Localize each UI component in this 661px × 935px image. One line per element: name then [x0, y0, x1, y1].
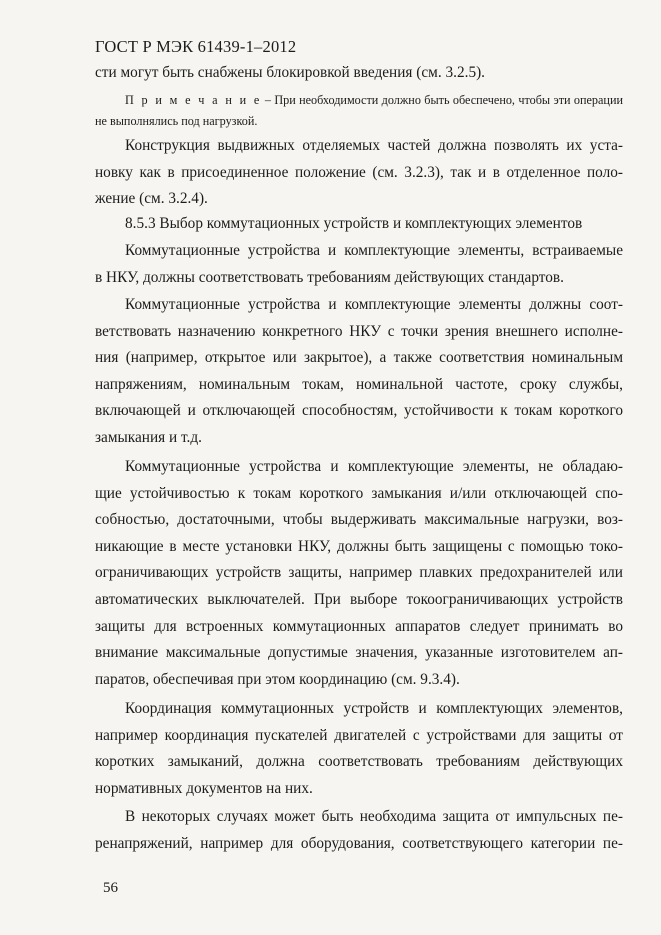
- note-line: П р и м е ч а н и е – При необходимости должно быть обеспечено, чтобы эти операции: [125, 93, 623, 107]
- text-line: в НКУ, должны соответствовать требованиям действующих стандартов.: [95, 268, 564, 286]
- text-line: замыкания и т.д.: [95, 428, 202, 446]
- text-line: внимание максимальные допустимые значения, указанные изготовителем ап-: [95, 644, 623, 662]
- text-line: нормативных документов на них.: [95, 779, 313, 797]
- text-line: ограничивающих устройств защиты, например плавких предохранителей или: [95, 564, 623, 582]
- page-number: 56: [103, 880, 118, 896]
- paragraph-5: [95, 696, 623, 802]
- text-line: Координация коммутационных устройств и комплектующих элементов,: [125, 700, 623, 717]
- text-line: коротких замыканий, должна соответствовать требованиям действующих: [95, 753, 623, 771]
- text-line: паратов, обеспечивая при этом координацию (см. 9.3.4).: [95, 670, 460, 688]
- paragraph-4: [95, 454, 623, 693]
- text-line: Коммутационные устройства и комплектующие элементы, встраиваемые: [125, 242, 623, 259]
- text-line: сти могут быть снабжены блокировкой введения (см. 3.2.5).: [95, 64, 486, 81]
- text-line: никающие в месте установки НКУ, должны быть защищены с помощью токо-: [95, 537, 623, 555]
- text-line: новку как в присоединенное положение (см. 3.2.3), так и в отделенное поло-: [95, 163, 623, 181]
- note-block: [95, 90, 623, 132]
- text-line: Коммутационные устройства и комплектующие элементы должны соот-: [125, 296, 623, 313]
- paragraph-1: [95, 133, 623, 213]
- standard-code: ГОСТ Р МЭК 61439-1–2012: [95, 37, 297, 56]
- text-line: например координация пускателей двигателей с устройствами для защиты от: [95, 726, 623, 744]
- text-line: защиты для встроенных коммутационных аппаратов следует принимать во: [95, 617, 623, 635]
- paragraph-2: [95, 238, 623, 291]
- section-title: 8.5.3 Выбор коммутационных устройств и комплектующих элементов: [125, 215, 583, 232]
- text-line: Конструкция выдвижных отделяемых частей должна позволять их уста-: [125, 137, 623, 154]
- continuation-text: [95, 60, 623, 87]
- paragraph-3: [95, 292, 623, 452]
- text-line: ния (например, открытое или закрытое), а также соответствия номинальным: [95, 349, 623, 367]
- section-heading: [95, 211, 623, 238]
- note-line: не выполнялись под нагрузкой.: [95, 114, 258, 128]
- text-line: собностью, достаточными, чтобы выдерживать максимальные нагрузки, воз-: [95, 511, 623, 529]
- text-line: ветствовать назначению конкретного НКУ с точки зрения внешнего исполне-: [95, 322, 623, 340]
- text-line: жение (см. 3.2.4).: [95, 190, 208, 208]
- text-line: щие устойчивостью к токам короткого замыкания и/или отключающей спо-: [95, 484, 623, 502]
- text-line: автоматических выключателей. При выборе токоограничивающих устройств: [95, 590, 623, 608]
- text-line: напряжениям, номинальным токам, номинальной частоте, сроку службы,: [95, 375, 623, 393]
- text-line: включающей и отключающей способностям, устойчивости к токам короткого: [95, 402, 623, 420]
- note-label: П р и м е ч а н и е: [125, 93, 262, 107]
- text-line: В некоторых случаях может быть необходима защита от импульсных пе-: [125, 808, 623, 825]
- text-line: Коммутационные устройства и комплектующие элементы, не обладаю-: [125, 458, 623, 475]
- paragraph-6: [95, 804, 623, 857]
- text-line: ренапряжений, например для оборудования, соответствующего категории пе-: [95, 834, 623, 852]
